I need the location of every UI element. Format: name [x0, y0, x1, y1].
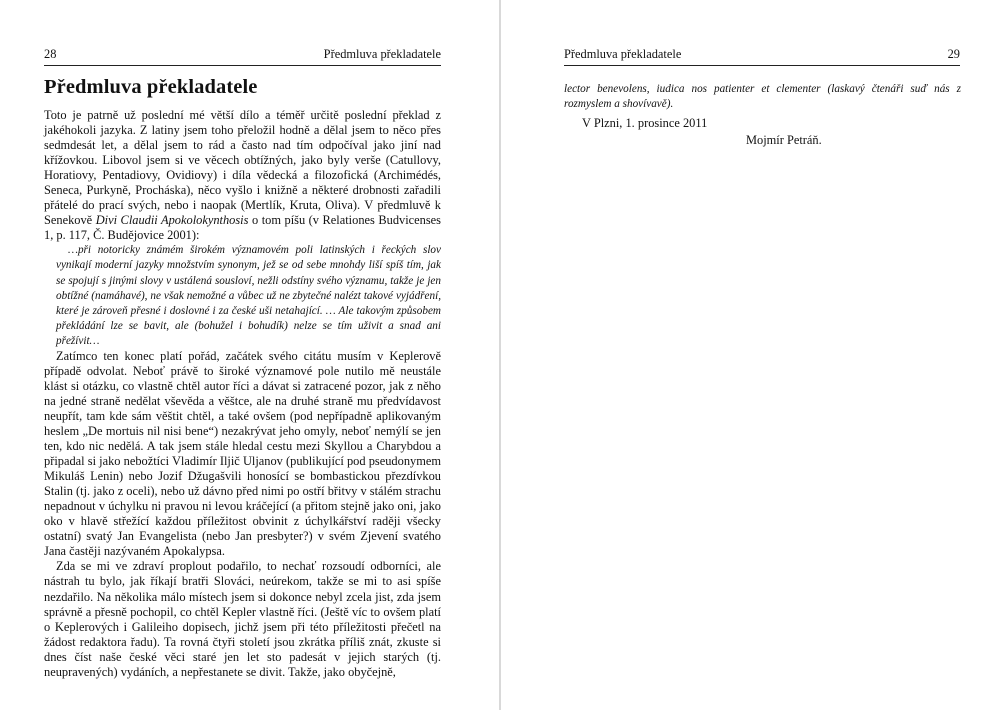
body-text	[44, 108, 441, 680]
body-text-continued	[564, 82, 961, 148]
place-and-date: V Plzni, 1. prosince 2011	[582, 116, 708, 131]
paragraph-3: Zda se mi ve zdraví proplout podařilo, to nechať rozsoudí odborníci, ale nástrah tu bylo, jak říkají bratři Slováci, neúrekom, takže se mi to asi spíše nezdařilo. Na několika málo místech jsem si dokonce nebyl zcela jist, zda jsem správně a přesně pochopil, co chtěl Kepler vlastně říci. (Ještě víc to ovšem platí o Keplerových i Galileiho dopisech, jichž jsem při této příležitosti přečetl na žádost redaktora řadu). Ta rovná čtyři století jsou zkrátka příliš znát, zkuste si dnes číst naše české věci staré jen let sto padesát v jejich starých (tj. neupravených) vydáních, a nepřestanete se divit. Takže, jako obyčejně,	[44, 559, 441, 679]
chapter-title: Předmluva překladatele	[44, 76, 258, 98]
right-page	[501, 0, 1000, 710]
running-head-right	[564, 46, 960, 62]
closing-latin-phrase: lector benevolens, iudica nos patienter et clementer (laskavý čtenáři suď nás z rozmyslem a shovívavě).	[564, 83, 961, 111]
book-title: Divi Claudii Apokolokynthosis	[95, 213, 249, 228]
paragraph-2: Zatímco ten konec platí pořád, začátek svého citátu musím v Keplerově případě odvolat. Neboť právě to široké významové pole nutilo mě neustále klást si otázku, co vlastně chtěl autor říci a dávat si zatracené pozor, jak z něho na jedné straně nedělat vševěda a věštce, ale na druhé straně mu předvídavost neupřít, tam kde sám věštit chtěl, a také ovšem (pod nepřípadně aplikovaným heslem „De mortuis nil nisi bene“) nezakrývat jeho omyly, neboť nemýlí se jen ten, kdo nic nedělá. A tak jsem stále hledal cestu mezi Skyllou a Charybdou a připadal si jako nebožtíci Vladimír Iljič Uljanov (publikující pod pseudonymem Mikuláš Lenin) nebo Jozif Džugašvili honosící se bombastickou přezdívkou Stalin (tj. jako z oceli), nebo už dávno před nimi po ostří břitvy v stálém strachu nepadnout v úchylku ni pravou ni levou kráčející (a přitom stejně jako oni, jako oko v hlavě střežící každou příležitost obvinit z úchylkářství raději všecky ostatní) svatý Jan Evangelista (nebo Jan presbyter?) v svém Zjevení svatého Jana častěji nazývaném Apokalypsa.	[44, 348, 441, 559]
page-number: 28	[44, 47, 57, 61]
left-page	[0, 0, 499, 710]
paragraph-1	[44, 108, 441, 243]
page-number: 29	[947, 47, 960, 61]
header-rule	[564, 65, 960, 66]
running-title: Předmluva překladatele	[564, 47, 682, 61]
running-head-left	[44, 46, 441, 62]
block-quote: …při notoricky známém širokém významovém poli latinských i řeckých slov vynikají moderní jazyky množstvím synonym, jež se od sebe mnohdy liší spíš tím, jak se spojují s jinými slovy v ustálená sousloví, nežli odstíny svého významu, takže je jen obtížné (namáhavé), ne však nemožné a vůbec už ne zbytečné nalézt takové vyjádření, které je zároveň přesné i doslovné i za české uši netahající. … Ale takovým způsobem překládání lze se bavit, ale (bohužel i bohudík) nelze se tím uživit a snad ani přežívit…	[56, 244, 441, 347]
header-rule	[44, 65, 441, 66]
running-title: Předmluva překladatele	[323, 47, 441, 61]
paragraph-1-text-end: o tom píšu (v Relationes Budvicenses 1, p. 117, Č. Budějovice 2001):	[44, 213, 441, 243]
author-signature: Mojmír Petráň.	[746, 133, 822, 148]
paragraph-1-text: Toto je patrně už poslední mé větší dílo a téměř určitě poslední překlad z jakéhokoli jazyka. Z latiny jsem toho přeložil hodně a dělal jsem to něco přes sedmdesát let, a dělal jsem to rád a často nad tím odpočíval jako jiní nad křížovkou. Libovol jsem si ve věcech obtížných, jako byly verše (Catullovy, Horatiovy, Pentadiovy, Ovidiovy) i díla vědecká a filozofická (Archimédés, Seneca, Purkyně, Procháska), něco vyšlo i knižně a některé drobnosti zařadili přátelé do prací svých, nebo i naopak (Mertlík, Kruta, Oliva). V předmluvě k Senekově	[44, 108, 441, 228]
